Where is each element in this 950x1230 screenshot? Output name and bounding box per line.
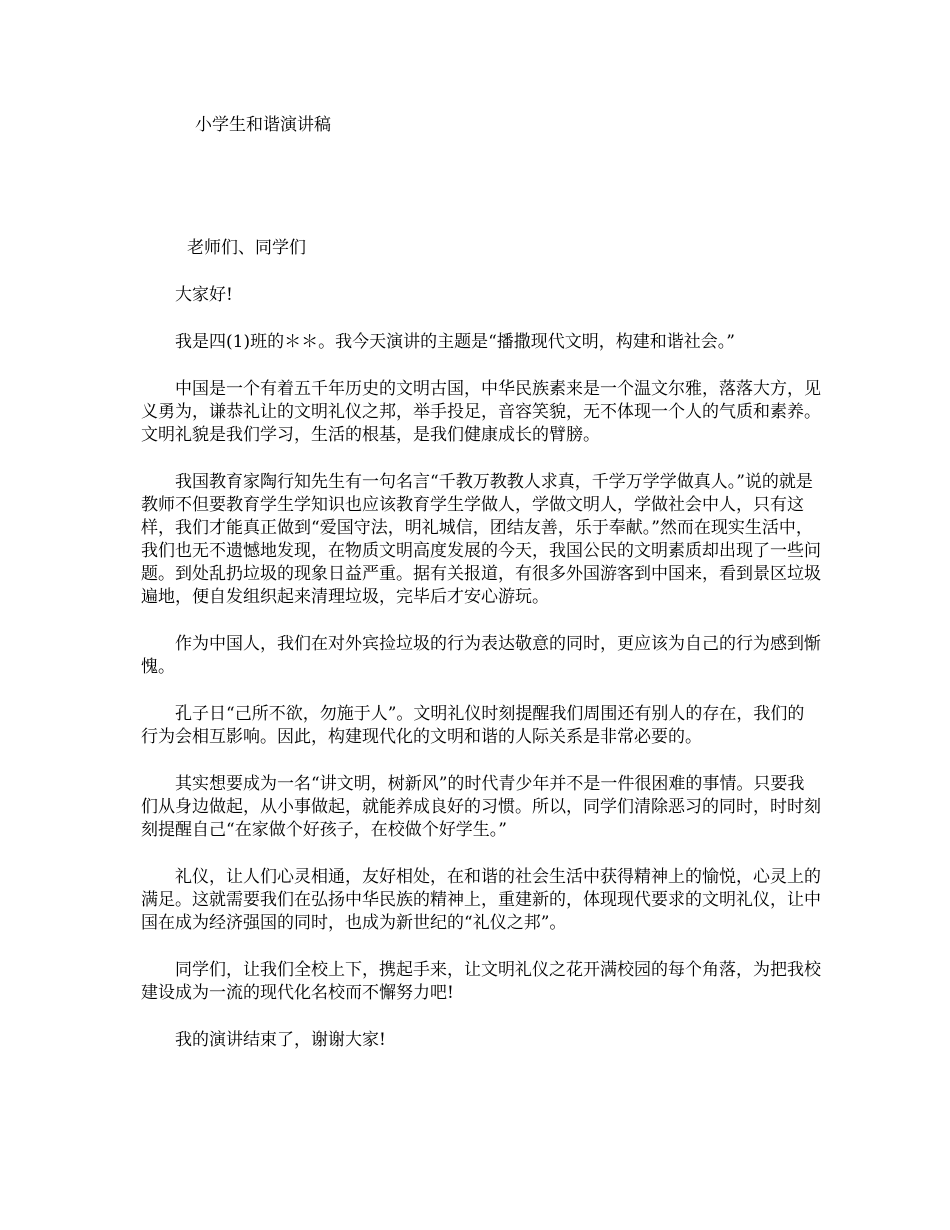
document-body [141, 237, 821, 1076]
paragraph-shame: 作为中国人，我们在对外宾捡垃圾的行为表达敬意的同时，更应该为自己的行为感到惭愧。 [141, 634, 821, 677]
paragraph-new-style: 其实想要成为一名“讲文明，树新风”的时代青少年并不是一件很困难的事情。只要我们从身边做起，从小事做起，就能养成良好的习惯。所以，同学们清除恶习的同时，时时刻刻提醒自己“在家做个好孩子，在校做个好学生。” [141, 774, 821, 840]
paragraph-hello: 大家好! [175, 285, 233, 305]
paragraph-ancient-civilization: 中国是一个有着五千年历史的文明古国，中华民族素来是一个温文尔雅，落落大方，见义勇为，谦恭礼让的文明礼仪之邦，举手投足，音容笑貌，无不体现一个人的气质和素养。文明礼貌是我们学习，生活的根基，是我们健康成长的臂膀。 [141, 379, 821, 445]
paragraph-confucius: 孔子日“己所不欲，勿施于人”。文明礼仪时刻提醒我们周围还有别人的存在，我们的行为会相互影响。因此，构建现代化的文明和谐的人际关系是非常必要的。 [141, 704, 805, 747]
document-title: 小学生和谐演讲稿 [195, 115, 331, 135]
paragraph-call-to-action: 同学们，让我们全校上下，携起手来，让文明礼仪之花开满校园的每个角落，为把我校建设成为一流的现代化名校而不懈努力吧! [141, 960, 821, 1003]
paragraph-tao-xingzhi: 我国教育家陶行知先生有一句名言“千教万教教人求真，千学万学学做真人。”说的就是教师不但要教育学生学知识也应该教育学生学做人，学做文明人，学做社会中人，只有这样，我们才能真正做到“爱国守法，明礼城信，团结友善，乐于奉献。”然而在现实生活中，我们也无不遗憾地发现，在物质文明高度发展的今天，我国公民的文明素质却出现了一些问题。到处乱扔垃圾的现象日益严重。据有关报道，有很多外国游客到中国来，看到景区垃圾遍地，便自发组织起来清理垃圾，完毕后才安心游玩。 [141, 472, 821, 607]
paragraph-greeting: 老师们、同学们 [187, 238, 306, 258]
paragraph-introduction: 我是四(1)班的＊＊。我今天演讲的主题是“播撒现代文明，构建和谐社会。” [175, 332, 735, 352]
paragraph-etiquette: 礼仪，让人们心灵相通，友好相处，在和谐的社会生活中获得精神上的愉悦，心灵上的满足。这就需要我们在弘扬中华民族的精神上，重建新的，体现现代要求的文明礼仪，让中国在成为经济强国的同时，也成为新世纪的“礼仪之邦”。 [141, 867, 821, 933]
paragraph-closing: 我的演讲结束了，谢谢大家! [175, 1030, 386, 1050]
